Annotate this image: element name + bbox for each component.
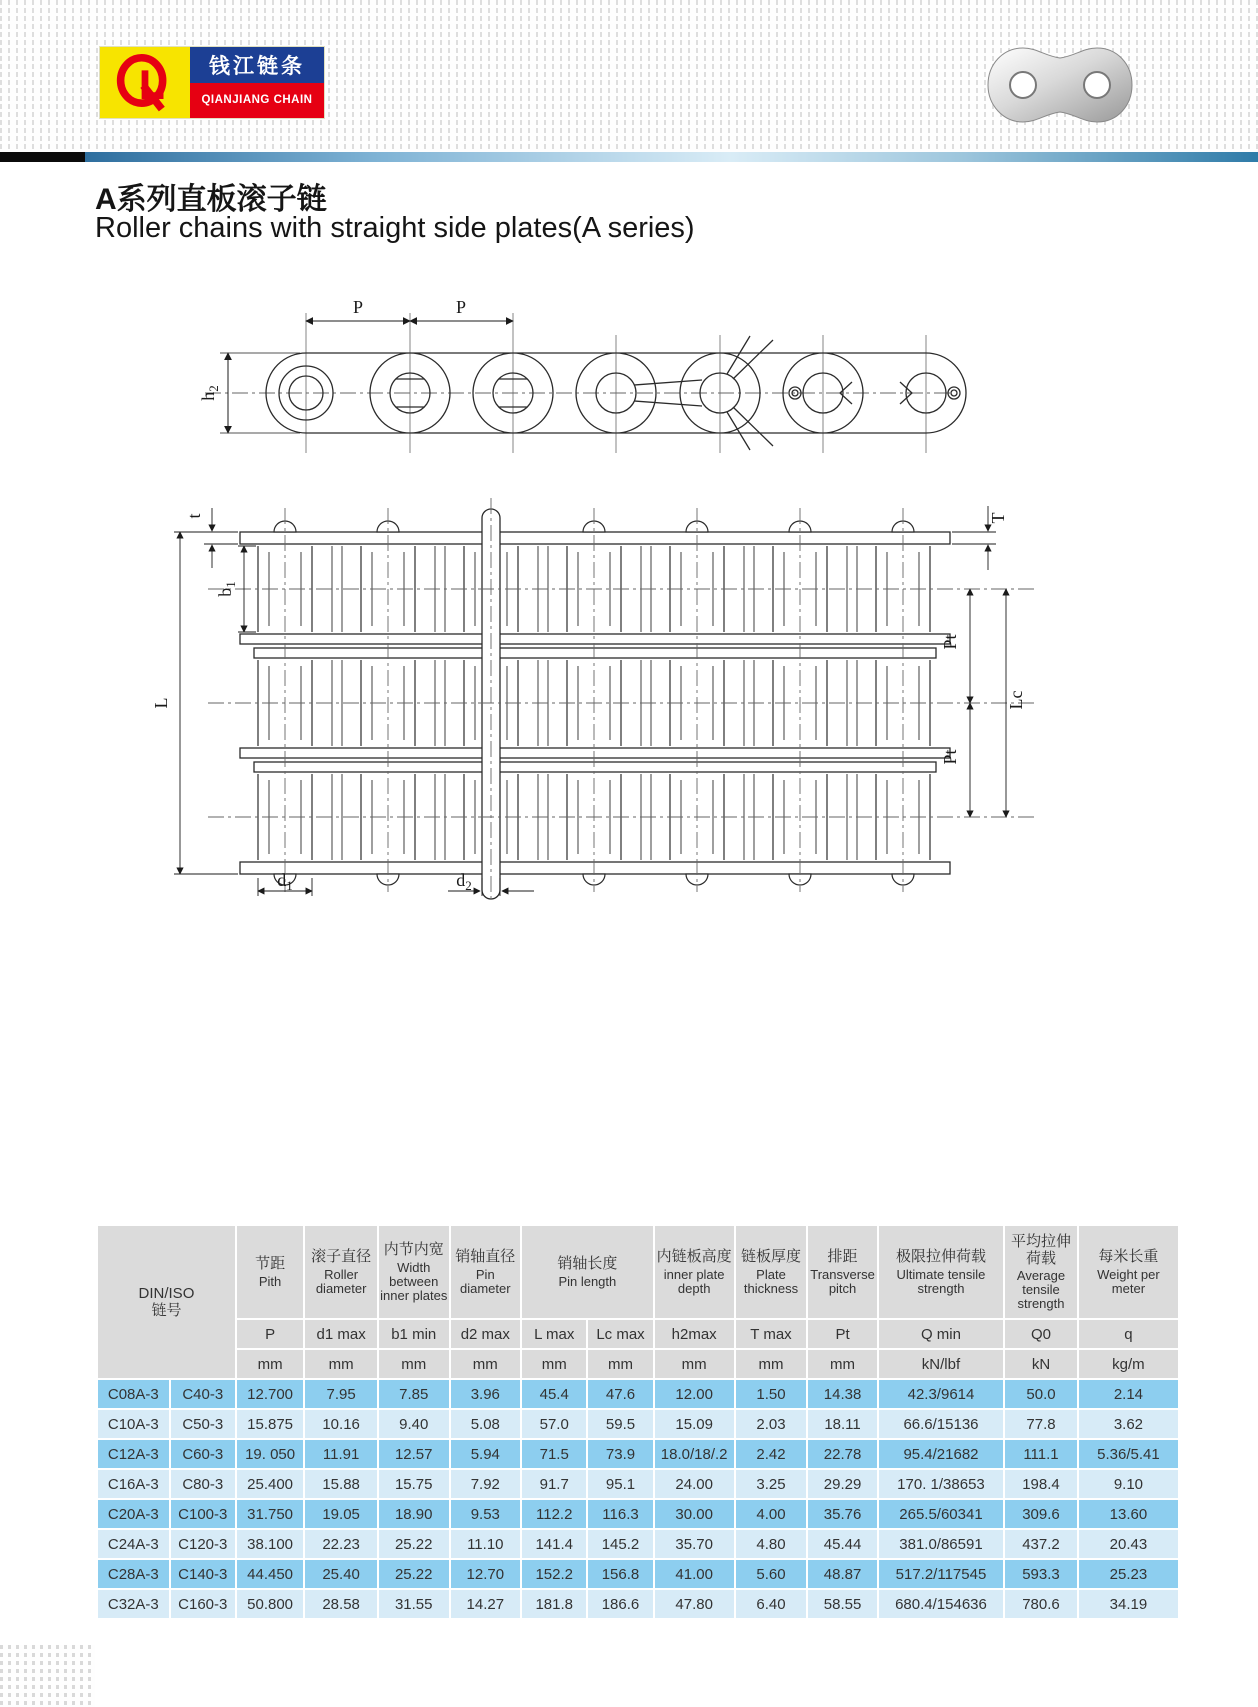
- col-header-chain-no: [98, 1226, 235, 1378]
- table-cell: 59.5: [588, 1410, 652, 1438]
- table-cell: 22.23: [305, 1530, 377, 1558]
- table-cell: 11.10: [451, 1530, 521, 1558]
- logo-monogram-box: [100, 47, 190, 118]
- col-header-pin-diameter: 销轴直径 Pin diameter: [451, 1226, 521, 1318]
- symbol-q: q: [1079, 1320, 1178, 1348]
- col-header-weight: 每米长重 Weight per meter: [1079, 1226, 1178, 1318]
- col-header-pitch: 节距 Pith: [237, 1226, 303, 1318]
- ql-monogram-icon: [108, 53, 182, 113]
- table-cell: 141.4: [522, 1530, 586, 1558]
- table-cell: 12.00: [655, 1380, 734, 1408]
- table-cell: 14.38: [808, 1380, 877, 1408]
- company-logo: [100, 47, 324, 118]
- logo-name-cn: 钱江链条: [190, 47, 324, 83]
- separator-bar: [0, 152, 1258, 162]
- table-cell: 265.5/60341: [879, 1500, 1003, 1528]
- dim-label-p2: P: [455, 297, 467, 317]
- symbol-pt: Pt: [808, 1320, 877, 1348]
- symbol-b1min: b1 min: [379, 1320, 449, 1348]
- symbol-d1max: d1 max: [305, 1320, 377, 1348]
- table-row: [98, 1410, 1178, 1438]
- table-cell: 780.6: [1005, 1590, 1077, 1618]
- table-cell: C80-3: [171, 1470, 235, 1498]
- table-cell: C12A-3: [98, 1440, 169, 1468]
- unit-lc: mm: [588, 1350, 652, 1378]
- chain-plate-icon: [985, 45, 1135, 125]
- col-header-plate-thickness: 链板厚度 Plate thickness: [736, 1226, 807, 1318]
- table-cell: 48.87: [808, 1560, 877, 1588]
- col-header-inner-width: 内节内宽 Width between inner plates: [379, 1226, 449, 1318]
- table-cell: 95.1: [588, 1470, 652, 1498]
- dim-label-pt-upper: Pt: [940, 634, 960, 650]
- table-cell: 45.44: [808, 1530, 877, 1558]
- table-cell: 309.6: [1005, 1500, 1077, 1528]
- table-cell: C60-3: [171, 1440, 235, 1468]
- table-cell: 680.4/154636: [879, 1590, 1003, 1618]
- table-row: [98, 1500, 1178, 1528]
- table-cell: 13.60: [1079, 1500, 1178, 1528]
- table-cell: 116.3: [588, 1500, 652, 1528]
- col-header-plate-depth: 内链板高度 inner plate depth: [655, 1226, 734, 1318]
- table-cell: C28A-3: [98, 1560, 169, 1588]
- unit-d2: mm: [451, 1350, 521, 1378]
- table-cell: 9.40: [379, 1410, 449, 1438]
- table-cell: 77.8: [1005, 1410, 1077, 1438]
- table-cell: 11.91: [305, 1440, 377, 1468]
- table-row: [98, 1590, 1178, 1618]
- table-cell: 29.29: [808, 1470, 877, 1498]
- table-cell: 9.53: [451, 1500, 521, 1528]
- table-cell: 71.5: [522, 1440, 586, 1468]
- col-header-pin-length: 销轴长度 Pin length: [522, 1226, 653, 1318]
- table-cell: 25.23: [1079, 1560, 1178, 1588]
- unit-qmin: kN/lbf: [879, 1350, 1003, 1378]
- table-cell: 156.8: [588, 1560, 652, 1588]
- table-cell: C32A-3: [98, 1590, 169, 1618]
- table-cell: 66.6/15136: [879, 1410, 1003, 1438]
- table-cell: 9.10: [1079, 1470, 1178, 1498]
- col-header-ultimate-strength: 极限拉伸荷载 Ultimate tensile strength: [879, 1226, 1003, 1318]
- table-cell: 57.0: [522, 1410, 586, 1438]
- table-cell: 18.90: [379, 1500, 449, 1528]
- spec-table: [96, 1224, 1180, 1620]
- table-cell: 15.875: [237, 1410, 303, 1438]
- page-title-en: Roller chains with straight side plates(A series): [95, 212, 695, 244]
- symbol-tmax: T max: [736, 1320, 807, 1348]
- table-cell: 15.75: [379, 1470, 449, 1498]
- table-cell: 18.11: [808, 1410, 877, 1438]
- chain-plan-view-diagram: [150, 492, 1040, 904]
- col-header-average-strength: 平均拉伸荷载 Average tensile strength: [1005, 1226, 1077, 1318]
- table-cell: C50-3: [171, 1410, 235, 1438]
- table-cell: 112.2: [522, 1500, 586, 1528]
- table-cell: 41.00: [655, 1560, 734, 1588]
- symbol-lcmax: Lc max: [588, 1320, 652, 1348]
- table-row: [98, 1440, 1178, 1468]
- table-cell: 381.0/86591: [879, 1530, 1003, 1558]
- table-cell: 35.70: [655, 1530, 734, 1558]
- table-cell: 22.78: [808, 1440, 877, 1468]
- table-cell: 19.05: [305, 1500, 377, 1528]
- table-cell: 15.09: [655, 1410, 734, 1438]
- unit-b1: mm: [379, 1350, 449, 1378]
- row-header-line1: DIN/ISO: [138, 1284, 195, 1302]
- table-cell: 24.00: [655, 1470, 734, 1498]
- dim-label-pt-lower: Pt: [940, 749, 960, 765]
- table-cell: 34.19: [1079, 1590, 1178, 1618]
- table-cell: 14.27: [451, 1590, 521, 1618]
- dimension-lines: [174, 506, 1006, 896]
- table-cell: 4.80: [736, 1530, 807, 1558]
- table-cell: 25.22: [379, 1560, 449, 1588]
- unit-h2: mm: [655, 1350, 734, 1378]
- table-cell: 181.8: [522, 1590, 586, 1618]
- footer-dot-pattern: [0, 1645, 95, 1707]
- table-cell: 35.76: [808, 1500, 877, 1528]
- table-cell: 47.80: [655, 1590, 734, 1618]
- table-cell: 30.00: [655, 1500, 734, 1528]
- table-cell: 5.08: [451, 1410, 521, 1438]
- unit-d1: mm: [305, 1350, 377, 1378]
- table-cell: 42.3/9614: [879, 1380, 1003, 1408]
- table-cell: 45.4: [522, 1380, 586, 1408]
- dim-label-h2: $h_2$: [198, 385, 221, 401]
- table-cell: 25.22: [379, 1530, 449, 1558]
- dim-label-d1: $d_1$: [277, 870, 293, 893]
- unit-pt: mm: [808, 1350, 877, 1378]
- table-cell: 7.95: [305, 1380, 377, 1408]
- table-row: [98, 1470, 1178, 1498]
- symbol-d2max: d2 max: [451, 1320, 521, 1348]
- table-cell: 5.60: [736, 1560, 807, 1588]
- table-cell: C20A-3: [98, 1500, 169, 1528]
- table-cell: 18.0/18/.2: [655, 1440, 734, 1468]
- table-cell: 517.2/117545: [879, 1560, 1003, 1588]
- table-cell: 12.700: [237, 1380, 303, 1408]
- symbol-p: P: [237, 1320, 303, 1348]
- table-cell: C24A-3: [98, 1530, 169, 1558]
- table-cell: C140-3: [171, 1560, 235, 1588]
- col-header-roller-diameter: 滚子直径 Roller diameter: [305, 1226, 377, 1318]
- logo-text-box: [190, 47, 324, 118]
- table-cell: 47.6: [588, 1380, 652, 1408]
- table-cell: 1.50: [736, 1380, 807, 1408]
- symbol-qmin: Q min: [879, 1320, 1003, 1348]
- table-cell: 58.55: [808, 1590, 877, 1618]
- separator-gradient-segment: [85, 152, 1258, 162]
- symbol-lmax: L max: [522, 1320, 586, 1348]
- dim-label-t: t: [184, 513, 204, 519]
- table-cell: 19. 050: [237, 1440, 303, 1468]
- table-cell: 12.70: [451, 1560, 521, 1588]
- table-cell: C160-3: [171, 1590, 235, 1618]
- logo-name-en: QIANJIANG CHAIN: [190, 83, 324, 119]
- table-cell: 5.36/5.41: [1079, 1440, 1178, 1468]
- chain-side-view-diagram: [190, 283, 980, 468]
- table-cell: 2.03: [736, 1410, 807, 1438]
- table-cell: 5.94: [451, 1440, 521, 1468]
- table-cell: 2.14: [1079, 1380, 1178, 1408]
- table-cell: 7.85: [379, 1380, 449, 1408]
- table-cell: 50.0: [1005, 1380, 1077, 1408]
- table-cell: C100-3: [171, 1500, 235, 1528]
- table-cell: 38.100: [237, 1530, 303, 1558]
- table-cell: 12.57: [379, 1440, 449, 1468]
- table-cell: 593.3: [1005, 1560, 1077, 1588]
- table-cell: 7.92: [451, 1470, 521, 1498]
- table-cell: 15.88: [305, 1470, 377, 1498]
- table-cell: 44.450: [237, 1560, 303, 1588]
- table-cell: 3.25: [736, 1470, 807, 1498]
- table-cell: 31.750: [237, 1500, 303, 1528]
- unit-q: kg/m: [1079, 1350, 1178, 1378]
- table-cell: 3.96: [451, 1380, 521, 1408]
- table-cell: 145.2: [588, 1530, 652, 1558]
- table-row: [98, 1380, 1178, 1408]
- unit-l: mm: [522, 1350, 586, 1378]
- table-cell: C10A-3: [98, 1410, 169, 1438]
- dim-label-b1: $b_1$: [215, 581, 238, 597]
- col-header-transverse-pitch: 排距 Transverse pitch: [808, 1226, 877, 1318]
- row-header-line2: 链号: [151, 1302, 182, 1319]
- dim-label-d2: $d_2$: [456, 870, 472, 893]
- table-cell: 25.400: [237, 1470, 303, 1498]
- table-cell: C16A-3: [98, 1470, 169, 1498]
- dim-label-p1: P: [352, 297, 364, 317]
- table-cell: 186.6: [588, 1590, 652, 1618]
- dim-label-L: L: [151, 697, 171, 709]
- table-cell: 91.7: [522, 1470, 586, 1498]
- dimension-lines: [220, 321, 513, 433]
- table-cell: 73.9: [588, 1440, 652, 1468]
- table-cell: 25.40: [305, 1560, 377, 1588]
- table-cell: 152.2: [522, 1560, 586, 1588]
- table-cell: 198.4: [1005, 1470, 1077, 1498]
- dim-label-lc: Lc: [1006, 690, 1026, 710]
- table-cell: 437.2: [1005, 1530, 1077, 1558]
- table-cell: 3.62: [1079, 1410, 1178, 1438]
- table-cell: 20.43: [1079, 1530, 1178, 1558]
- unit-t: mm: [736, 1350, 807, 1378]
- table-cell: 31.55: [379, 1590, 449, 1618]
- table-cell: 2.42: [736, 1440, 807, 1468]
- separator-black-segment: [0, 152, 85, 162]
- table-cell: 4.00: [736, 1500, 807, 1528]
- table-cell: C08A-3: [98, 1380, 169, 1408]
- table-cell: C120-3: [171, 1530, 235, 1558]
- table-cell: 10.16: [305, 1410, 377, 1438]
- table-cell: C40-3: [171, 1380, 235, 1408]
- symbol-q0: Q0: [1005, 1320, 1077, 1348]
- table-cell: 111.1: [1005, 1440, 1077, 1468]
- unit-q0: kN: [1005, 1350, 1077, 1378]
- table-row: [98, 1560, 1178, 1588]
- unit-p: mm: [237, 1350, 303, 1378]
- table-cell: 6.40: [736, 1590, 807, 1618]
- table-cell: 50.800: [237, 1590, 303, 1618]
- dim-label-T: T: [988, 512, 1008, 524]
- page-title-zh: A系列直板滚子链: [95, 183, 327, 216]
- table-cell: 28.58: [305, 1590, 377, 1618]
- table-cell: 95.4/21682: [879, 1440, 1003, 1468]
- table-row: [98, 1530, 1178, 1558]
- symbol-h2max: h2max: [655, 1320, 734, 1348]
- table-cell: 170. 1/38653: [879, 1470, 1003, 1498]
